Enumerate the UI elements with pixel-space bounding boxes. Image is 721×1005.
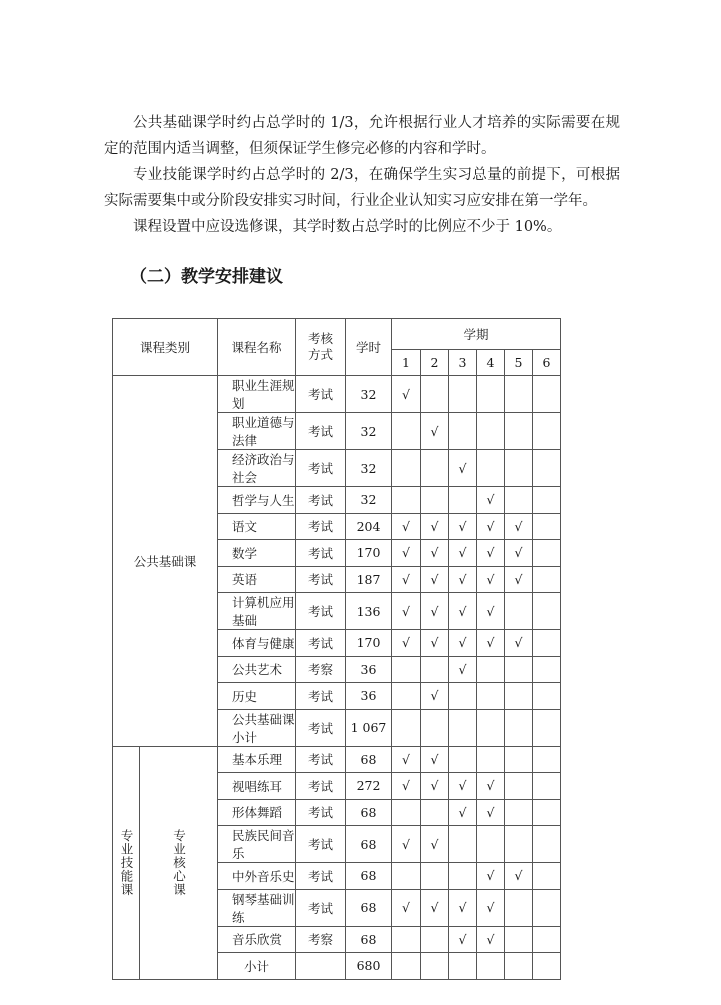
- semester-cell-2: [421, 450, 449, 487]
- semester-number-2: 2: [421, 350, 449, 376]
- semester-cell-3: [449, 683, 477, 710]
- semester-cell-4: [477, 826, 505, 863]
- semester-cell-2: [421, 926, 449, 953]
- semester-cell-2: [421, 863, 449, 890]
- semester-check-3: √: [449, 540, 477, 567]
- semester-check-1: √: [392, 540, 421, 567]
- semester-cell-3: [449, 953, 477, 980]
- semester-check-3: √: [449, 513, 477, 540]
- semester-check-1: √: [392, 513, 421, 540]
- course-hours: 36: [346, 656, 392, 683]
- semester-cell-5: [505, 709, 533, 746]
- semester-check-4: √: [477, 926, 505, 953]
- subtotal-hours: 1 067: [346, 709, 392, 746]
- semester-check-2: √: [421, 513, 449, 540]
- course-name: 体育与健康: [218, 630, 296, 657]
- semester-check-2: √: [421, 593, 449, 630]
- semester-check-1: √: [392, 889, 421, 926]
- course-hours: 68: [346, 799, 392, 826]
- semester-check-4: √: [477, 566, 505, 593]
- semester-check-4: √: [477, 540, 505, 567]
- semester-cell-5: [505, 953, 533, 980]
- header-hours: 学时: [346, 319, 392, 376]
- paragraph-skill-ratio: 专业技能课学时约占总学时的 2/3，在确保学生实习总量的前提下，可根据实际需要集中或分阶段安排实习时间，行业企业认知实习应安排在第一学年。: [104, 167, 620, 209]
- semester-cell-6: [533, 540, 561, 567]
- course-name: 职业道德与法律: [218, 413, 296, 450]
- semester-check-1: √: [392, 376, 421, 413]
- semester-cell-2: [421, 953, 449, 980]
- course-hours: 68: [346, 926, 392, 953]
- semester-check-4: √: [477, 889, 505, 926]
- semester-check-1: √: [392, 746, 421, 773]
- semester-cell-2: [421, 487, 449, 514]
- semester-cell-1: [392, 953, 421, 980]
- course-hours: 32: [346, 413, 392, 450]
- course-name: 公共艺术: [218, 656, 296, 683]
- course-name: 数学: [218, 540, 296, 567]
- semester-cell-6: [533, 630, 561, 657]
- paragraph-public-ratio: 公共基础课学时约占总学时的 1/3，允许根据行业人才培养的实际需要在规定的范围内适当调整，但须保证学生修完必修的内容和学时。: [104, 115, 620, 157]
- semester-cell-3: [449, 376, 477, 413]
- course-name: 中外音乐史: [218, 863, 296, 890]
- semester-check-3: √: [449, 450, 477, 487]
- semester-check-1: √: [392, 773, 421, 800]
- semester-check-1: √: [392, 630, 421, 657]
- semester-cell-5: [505, 413, 533, 450]
- semester-number-5: 5: [505, 350, 533, 376]
- semester-cell-6: [533, 953, 561, 980]
- semester-cell-5: [505, 799, 533, 826]
- semester-check-4: √: [477, 513, 505, 540]
- semester-cell-1: [392, 683, 421, 710]
- exam-method: 考试: [296, 450, 346, 487]
- header-category: 课程类别: [113, 319, 218, 376]
- semester-cell-4: [477, 413, 505, 450]
- semester-check-1: √: [392, 566, 421, 593]
- course-name: 英语: [218, 566, 296, 593]
- semester-cell-5: [505, 450, 533, 487]
- exam-method: 考试: [296, 826, 346, 863]
- course-hours: 204: [346, 513, 392, 540]
- course-hours: 36: [346, 683, 392, 710]
- schedule-table-body: [113, 319, 561, 980]
- exam-method: 考试: [296, 487, 346, 514]
- semester-cell-4: [477, 709, 505, 746]
- course-name: 经济政治与社会: [218, 450, 296, 487]
- category-public: 公共基础课: [113, 376, 218, 747]
- semester-check-5: √: [505, 513, 533, 540]
- semester-cell-6: [533, 773, 561, 800]
- semester-cell-1: [392, 656, 421, 683]
- semester-cell-6: [533, 487, 561, 514]
- exam-method: 考试: [296, 889, 346, 926]
- semester-check-2: √: [421, 566, 449, 593]
- semester-cell-5: [505, 889, 533, 926]
- exam-method: 考试: [296, 540, 346, 567]
- course-name: 历史: [218, 683, 296, 710]
- section-heading: （二）教学安排建议: [130, 267, 283, 287]
- course-hours: 272: [346, 773, 392, 800]
- exam-method: 考察: [296, 656, 346, 683]
- course-hours: 68: [346, 863, 392, 890]
- semester-cell-4: [477, 683, 505, 710]
- course-hours: 68: [346, 889, 392, 926]
- semester-cell-3: [449, 826, 477, 863]
- semester-cell-6: [533, 746, 561, 773]
- semester-check-2: √: [421, 540, 449, 567]
- semester-check-4: √: [477, 863, 505, 890]
- course-row: [113, 376, 561, 413]
- semester-cell-4: [477, 376, 505, 413]
- semester-cell-6: [533, 656, 561, 683]
- semester-cell-2: [421, 656, 449, 683]
- semester-cell-5: [505, 487, 533, 514]
- course-hours: 170: [346, 630, 392, 657]
- course-name: 语文: [218, 513, 296, 540]
- course-hours: 32: [346, 376, 392, 413]
- exam-method: 考试: [296, 413, 346, 450]
- semester-check-2: √: [421, 826, 449, 863]
- course-hours: 32: [346, 450, 392, 487]
- semester-check-4: √: [477, 630, 505, 657]
- course-hours: 68: [346, 746, 392, 773]
- course-name: 音乐欣赏: [218, 926, 296, 953]
- semester-cell-6: [533, 450, 561, 487]
- course-name: 民族民间音乐: [218, 826, 296, 863]
- semester-cell-1: [392, 863, 421, 890]
- semester-cell-5: [505, 773, 533, 800]
- semester-check-3: √: [449, 799, 477, 826]
- semester-cell-3: [449, 413, 477, 450]
- course-hours: 32: [346, 487, 392, 514]
- course-name: 职业生涯规划: [218, 376, 296, 413]
- semester-cell-4: [477, 746, 505, 773]
- semester-cell-1: [392, 413, 421, 450]
- semester-cell-6: [533, 889, 561, 926]
- semester-cell-6: [533, 413, 561, 450]
- semester-cell-3: [449, 863, 477, 890]
- semester-cell-4: [477, 953, 505, 980]
- semester-cell-6: [533, 863, 561, 890]
- subtotal-exam: 考试: [296, 709, 346, 746]
- subtotal-name: 公共基础课 小计: [218, 709, 296, 746]
- paragraph-elective: 课程设置中应设选修课，其学时数占总学时的比例应不少于 10%。: [133, 219, 562, 235]
- semester-cell-5: [505, 746, 533, 773]
- semester-cell-2: [421, 799, 449, 826]
- semester-cell-1: [392, 799, 421, 826]
- schedule-table: [112, 318, 561, 980]
- exam-method: 考试: [296, 746, 346, 773]
- semester-check-3: √: [449, 566, 477, 593]
- semester-cell-3: [449, 487, 477, 514]
- course-row: [113, 746, 561, 773]
- header-exam-text: 考核方式: [307, 331, 333, 362]
- semester-cell-6: [533, 826, 561, 863]
- course-hours: 170: [346, 540, 392, 567]
- semester-cell-6: [533, 593, 561, 630]
- semester-cell-1: [392, 926, 421, 953]
- exam-method: 考试: [296, 630, 346, 657]
- semester-check-3: √: [449, 630, 477, 657]
- subtotal-hours: 680: [346, 953, 392, 980]
- semester-cell-5: [505, 683, 533, 710]
- semester-cell-1: [392, 709, 421, 746]
- semester-check-4: √: [477, 799, 505, 826]
- semester-check-2: √: [421, 746, 449, 773]
- semester-cell-6: [533, 709, 561, 746]
- exam-method: 考试: [296, 863, 346, 890]
- semester-number-4: 4: [477, 350, 505, 376]
- semester-number-1: 1: [392, 350, 421, 376]
- category-professional: [113, 746, 140, 979]
- course-name: 钢琴基础训练: [218, 889, 296, 926]
- semester-check-3: √: [449, 773, 477, 800]
- exam-method: 考试: [296, 566, 346, 593]
- semester-cell-5: [505, 376, 533, 413]
- semester-check-2: √: [421, 683, 449, 710]
- semester-cell-6: [533, 376, 561, 413]
- semester-check-3: √: [449, 593, 477, 630]
- semester-cell-5: [505, 656, 533, 683]
- exam-method: 考试: [296, 376, 346, 413]
- semester-check-4: √: [477, 487, 505, 514]
- course-name: 基本乐理: [218, 746, 296, 773]
- semester-check-4: √: [477, 593, 505, 630]
- semester-check-3: √: [449, 926, 477, 953]
- course-hours: 136: [346, 593, 392, 630]
- exam-method: 考试: [296, 593, 346, 630]
- exam-method: 考试: [296, 683, 346, 710]
- semester-check-2: √: [421, 413, 449, 450]
- header-course: 课程名称: [218, 319, 296, 376]
- semester-check-5: √: [505, 863, 533, 890]
- course-name: 计算机应用基础: [218, 593, 296, 630]
- exam-method: 考试: [296, 799, 346, 826]
- semester-cell-5: [505, 593, 533, 630]
- course-name: 哲学与人生: [218, 487, 296, 514]
- semester-cell-6: [533, 799, 561, 826]
- semester-cell-6: [533, 926, 561, 953]
- header-exam: [296, 319, 346, 376]
- semester-check-5: √: [505, 630, 533, 657]
- exam-method: 考试: [296, 513, 346, 540]
- semester-cell-5: [505, 826, 533, 863]
- semester-cell-4: [477, 450, 505, 487]
- exam-method: 考试: [296, 773, 346, 800]
- semester-cell-6: [533, 513, 561, 540]
- semester-cell-6: [533, 683, 561, 710]
- semester-cell-2: [421, 376, 449, 413]
- semester-cell-1: [392, 487, 421, 514]
- semester-check-2: √: [421, 889, 449, 926]
- category-core: [140, 746, 218, 979]
- course-name: 视唱练耳: [218, 773, 296, 800]
- semester-number-3: 3: [449, 350, 477, 376]
- exam-method: 考察: [296, 926, 346, 953]
- semester-cell-6: [533, 566, 561, 593]
- course-name: 形体舞蹈: [218, 799, 296, 826]
- subtotal-name: 小计: [218, 953, 296, 980]
- semester-cell-2: [421, 709, 449, 746]
- semester-cell-5: [505, 926, 533, 953]
- semester-check-2: √: [421, 773, 449, 800]
- semester-cell-3: [449, 709, 477, 746]
- semester-check-5: √: [505, 540, 533, 567]
- semester-cell-1: [392, 450, 421, 487]
- category-core-label: 专业核心课: [171, 828, 187, 897]
- semester-cell-3: [449, 746, 477, 773]
- semester-check-3: √: [449, 889, 477, 926]
- semester-check-4: √: [477, 773, 505, 800]
- semester-check-2: √: [421, 630, 449, 657]
- subtotal-exam: [296, 953, 346, 980]
- semester-cell-4: [477, 656, 505, 683]
- course-hours: 68: [346, 826, 392, 863]
- semester-check-1: √: [392, 593, 421, 630]
- header-semester: 学期: [392, 319, 561, 350]
- course-hours: 187: [346, 566, 392, 593]
- semester-number-6: 6: [533, 350, 561, 376]
- semester-check-1: √: [392, 826, 421, 863]
- semester-check-3: √: [449, 656, 477, 683]
- category-professional-label: 专业技能课: [119, 828, 134, 897]
- header-row: [113, 319, 561, 350]
- semester-check-5: √: [505, 566, 533, 593]
